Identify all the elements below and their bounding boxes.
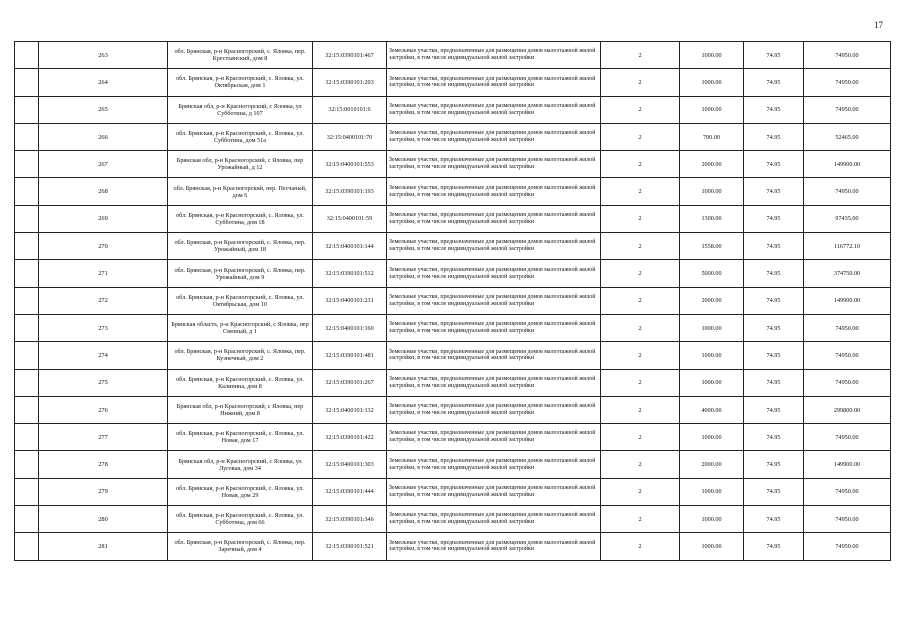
cadastral-value-cell: 116772.10: [804, 233, 891, 260]
cadastral-number-cell: 32:15:0400101:70: [313, 123, 387, 150]
group-cell: 2: [601, 424, 680, 451]
address-cell: обл. Брянская, р-н Красногорский, с. Яловка, ул. Октябрьская, дом 1: [168, 69, 313, 96]
purpose-cell: Земельные участки, предназначенные для размещения домов малоэтажной жилой застройки, в том числе индивидуальной жилой застройки: [387, 369, 601, 396]
group-cell: 2: [601, 478, 680, 505]
area-cell: 1000.00: [680, 533, 744, 560]
cadastral-value-cell: 74950.00: [804, 533, 891, 560]
row-number: 267: [39, 151, 168, 178]
rate-cell: 74.95: [744, 260, 804, 287]
cadastral-number-cell: 32:15:0390101:346: [313, 506, 387, 533]
cadastral-number-cell: 32:15:0390101:193: [313, 178, 387, 205]
group-cell: 2: [601, 205, 680, 232]
address-cell: обл. Брянская, р-н Красногорский, с. Яловка, пер. Заречный, дом 4: [168, 533, 313, 560]
table-row: [15, 369, 891, 396]
rate-cell: 74.95: [744, 533, 804, 560]
spacer-cell: [15, 260, 39, 287]
group-cell: 2: [601, 123, 680, 150]
cadastral-value-cell: 74950.00: [804, 506, 891, 533]
area-cell: 1000.00: [680, 314, 744, 341]
cadastral-number-cell: 32:15:0390101:521: [313, 533, 387, 560]
row-number: 271: [39, 260, 168, 287]
row-number: 277: [39, 424, 168, 451]
address-cell: обл. Брянская, р-н Красногорский, с. Яловка, ул. Субботина, дом 66: [168, 506, 313, 533]
spacer-cell: [15, 42, 39, 69]
cadastral-value-cell: 74950.00: [804, 69, 891, 96]
page-number: 17: [874, 20, 883, 30]
group-cell: 2: [601, 233, 680, 260]
purpose-cell: Земельные участки, предназначенные для размещения домов малоэтажной жилой застройки, в том числе индивидуальной жилой застройки: [387, 314, 601, 341]
row-number: 275: [39, 369, 168, 396]
spacer-cell: [15, 178, 39, 205]
rate-cell: 74.95: [744, 314, 804, 341]
purpose-cell: Земельные участки, предназначенные для размещения домов малоэтажной жилой застройки, в том числе индивидуальной жилой застройки: [387, 342, 601, 369]
purpose-cell: Земельные участки, предназначенные для размещения домов малоэтажной жилой застройки, в том числе индивидуальной жилой застройки: [387, 233, 601, 260]
cadastral-number-cell: 32:15:0400101:553: [313, 151, 387, 178]
cadastral-number-cell: 32:15:0390101:422: [313, 424, 387, 451]
row-number: 266: [39, 123, 168, 150]
group-cell: 2: [601, 96, 680, 123]
table-row: [15, 451, 891, 478]
purpose-cell: Земельные участки, предназначенные для размещения домов малоэтажной жилой застройки, в том числе индивидуальной жилой застройки: [387, 151, 601, 178]
spacer-cell: [15, 233, 39, 260]
row-number: 263: [39, 42, 168, 69]
table-row: [15, 69, 891, 96]
row-number: 278: [39, 451, 168, 478]
address-cell: обл. Брянская, р-н Красногорский, с. Яловка, пер. Кузнечный, дом 2: [168, 342, 313, 369]
area-cell: 1558.00: [680, 233, 744, 260]
spacer-cell: [15, 451, 39, 478]
cadastral-value-cell: 149900.00: [804, 287, 891, 314]
address-cell: Брянская область, р-н Красногорский, с Яловка, пер Связный, д 1: [168, 314, 313, 341]
purpose-cell: Земельные участки, предназначенные для размещения домов малоэтажной жилой застройки, в том числе индивидуальной жилой застройки: [387, 478, 601, 505]
group-cell: 2: [601, 451, 680, 478]
spacer-cell: [15, 69, 39, 96]
cadastral-number-cell: 32:15:0390101:267: [313, 369, 387, 396]
cadastral-value-cell: 299800.00: [804, 396, 891, 423]
row-number: 281: [39, 533, 168, 560]
spacer-cell: [15, 342, 39, 369]
group-cell: 2: [601, 151, 680, 178]
address-cell: обл. Брянская, р-н Красногорский, с. Яловка, пер. Урожайный, дом 18: [168, 233, 313, 260]
address-cell: Брянская обл, р-н Красногорский, с Яловка, ул Луговая, дом 34: [168, 451, 313, 478]
cadastral-number-cell: 32:15:0400101:160: [313, 314, 387, 341]
cadastral-value-cell: 52465.00: [804, 123, 891, 150]
cadastral-number-cell: 32:15:0400101:303: [313, 451, 387, 478]
cadastral-number-cell: 32:15:0390101:467: [313, 42, 387, 69]
spacer-cell: [15, 205, 39, 232]
rate-cell: 74.95: [744, 451, 804, 478]
row-number: 265: [39, 96, 168, 123]
rate-cell: 74.95: [744, 506, 804, 533]
table-row: [15, 233, 891, 260]
rate-cell: 74.95: [744, 205, 804, 232]
cadastral-value-cell: 74950.00: [804, 42, 891, 69]
cadastral-number-cell: 32:15:0390101:444: [313, 478, 387, 505]
table-row: [15, 396, 891, 423]
area-cell: 1000.00: [680, 424, 744, 451]
table-row: [15, 533, 891, 560]
group-cell: 2: [601, 533, 680, 560]
rate-cell: 74.95: [744, 478, 804, 505]
area-cell: 1000.00: [680, 178, 744, 205]
table-row: [15, 123, 891, 150]
row-number: 273: [39, 314, 168, 341]
table-row: [15, 178, 891, 205]
address-cell: обл. Брянская, р-н Красногорский, с. Яловка, ул. Калинина, дом 8: [168, 369, 313, 396]
group-cell: 2: [601, 42, 680, 69]
purpose-cell: Земельные участки, предназначенные для размещения домов малоэтажной жилой застройки, в том числе индивидуальной жилой застройки: [387, 69, 601, 96]
cadastral-number-cell: 32:15:0400101:231: [313, 287, 387, 314]
area-cell: 2000.00: [680, 151, 744, 178]
cadastral-value-cell: 74950.00: [804, 178, 891, 205]
row-number: 269: [39, 205, 168, 232]
spacer-cell: [15, 96, 39, 123]
group-cell: 2: [601, 369, 680, 396]
land-plot-table: [14, 41, 891, 561]
cadastral-value-cell: 374750.00: [804, 260, 891, 287]
group-cell: 2: [601, 69, 680, 96]
spacer-cell: [15, 533, 39, 560]
purpose-cell: Земельные участки, предназначенные для размещения домов малоэтажной жилой застройки, в том числе индивидуальной жилой застройки: [387, 287, 601, 314]
table-row: [15, 42, 891, 69]
cadastral-value-cell: 74950.00: [804, 342, 891, 369]
address-cell: обл. Брянская, р-н Красногорский, с. Яловка, ул. Октябрьская, дом 10: [168, 287, 313, 314]
cadastral-number-cell: 32:15:0390101:481: [313, 342, 387, 369]
table-row: [15, 424, 891, 451]
row-number: 268: [39, 178, 168, 205]
cadastral-number-cell: 32:15:0010101:6: [313, 96, 387, 123]
rate-cell: 74.95: [744, 69, 804, 96]
address-cell: обл. Брянская, р-н Красногорский, с. Яловка, ул. Субботина, дом 18: [168, 205, 313, 232]
cadastral-value-cell: 74950.00: [804, 424, 891, 451]
group-cell: 2: [601, 506, 680, 533]
table-row: [15, 96, 891, 123]
cadastral-value-cell: 149900.00: [804, 451, 891, 478]
cadastral-value-cell: 149900.00: [804, 151, 891, 178]
row-number: 274: [39, 342, 168, 369]
table-row: [15, 151, 891, 178]
address-cell: Брянская обл, р-н Красногорский, с Яловка, пер Урожайный, д 12: [168, 151, 313, 178]
area-cell: 1300.00: [680, 205, 744, 232]
purpose-cell: Земельные участки, предназначенные для размещения домов малоэтажной жилой застройки, в том числе индивидуальной жилой застройки: [387, 451, 601, 478]
rate-cell: 74.95: [744, 342, 804, 369]
address-cell: обл. Брянская, р-н Красногорский, с. Яловка, пер. Урожайный, дом 9: [168, 260, 313, 287]
row-number: 276: [39, 396, 168, 423]
purpose-cell: Земельные участки, предназначенные для размещения домов малоэтажной жилой застройки, в том числе индивидуальной жилой застройки: [387, 260, 601, 287]
row-number: 270: [39, 233, 168, 260]
spacer-cell: [15, 506, 39, 533]
cadastral-number-cell: 32:15:0400101:144: [313, 233, 387, 260]
purpose-cell: Земельные участки, предназначенные для размещения домов малоэтажной жилой застройки, в том числе индивидуальной жилой застройки: [387, 42, 601, 69]
cadastral-number-cell: 32:15:0400101:132: [313, 396, 387, 423]
area-cell: 1000.00: [680, 96, 744, 123]
area-cell: 1000.00: [680, 369, 744, 396]
table-row: [15, 205, 891, 232]
spacer-cell: [15, 123, 39, 150]
spacer-cell: [15, 369, 39, 396]
group-cell: 2: [601, 314, 680, 341]
purpose-cell: Земельные участки, предназначенные для размещения домов малоэтажной жилой застройки, в том числе индивидуальной жилой застройки: [387, 178, 601, 205]
rate-cell: 74.95: [744, 178, 804, 205]
table-row: [15, 287, 891, 314]
address-cell: Брянская обл, р-н Красногорский, с Яловка, ул Субботина, д 107: [168, 96, 313, 123]
table-row: [15, 342, 891, 369]
group-cell: 2: [601, 342, 680, 369]
spacer-cell: [15, 287, 39, 314]
area-cell: 1000.00: [680, 506, 744, 533]
purpose-cell: Земельные участки, предназначенные для размещения домов малоэтажной жилой застройки, в том числе индивидуальной жилой застройки: [387, 533, 601, 560]
table-row: [15, 314, 891, 341]
row-number: 264: [39, 69, 168, 96]
address-cell: обл. Брянская, р-н Красногорский, пер. Песчаный, дом 6: [168, 178, 313, 205]
group-cell: 2: [601, 178, 680, 205]
address-cell: Брянская обл, р-н Красногорский, с Яловка, пер Нижний, дом 8: [168, 396, 313, 423]
spacer-cell: [15, 314, 39, 341]
purpose-cell: Земельные участки, предназначенные для размещения домов малоэтажной жилой застройки, в том числе индивидуальной жилой застройки: [387, 396, 601, 423]
group-cell: 2: [601, 260, 680, 287]
cadastral-value-cell: 74950.00: [804, 314, 891, 341]
purpose-cell: Земельные участки, предназначенные для размещения домов малоэтажной жилой застройки, в том числе индивидуальной жилой застройки: [387, 424, 601, 451]
rate-cell: 74.95: [744, 96, 804, 123]
rate-cell: 74.95: [744, 424, 804, 451]
cadastral-value-cell: 74950.00: [804, 96, 891, 123]
area-cell: 1000.00: [680, 342, 744, 369]
spacer-cell: [15, 151, 39, 178]
cadastral-value-cell: 74950.00: [804, 478, 891, 505]
address-cell: обл. Брянская, р-н Красногорский, с. Яловка, пер. Крестьянский, дом 8: [168, 42, 313, 69]
rate-cell: 74.95: [744, 123, 804, 150]
area-cell: 1000.00: [680, 69, 744, 96]
spacer-cell: [15, 478, 39, 505]
row-number: 279: [39, 478, 168, 505]
table-row: [15, 506, 891, 533]
rate-cell: 74.95: [744, 42, 804, 69]
rate-cell: 74.95: [744, 396, 804, 423]
area-cell: 700.00: [680, 123, 744, 150]
cadastral-number-cell: 32:15:0390101:203: [313, 69, 387, 96]
area-cell: 1000.00: [680, 42, 744, 69]
rate-cell: 74.95: [744, 151, 804, 178]
area-cell: 2000.00: [680, 451, 744, 478]
spacer-cell: [15, 424, 39, 451]
cadastral-number-cell: 32:15:0390101:512: [313, 260, 387, 287]
spacer-cell: [15, 396, 39, 423]
row-number: 272: [39, 287, 168, 314]
row-number: 280: [39, 506, 168, 533]
cadastral-value-cell: 97435.00: [804, 205, 891, 232]
purpose-cell: Земельные участки, предназначенные для размещения домов малоэтажной жилой застройки, в том числе индивидуальной жилой застройки: [387, 205, 601, 232]
cadastral-number-cell: 32:15:0400101:59: [313, 205, 387, 232]
address-cell: обл. Брянская, р-н Красногорский, с. Яловка, ул. Новая, дом 29: [168, 478, 313, 505]
address-cell: обл. Брянская, р-н Красногорский, с. Яловка, ул. Новая, дом 17: [168, 424, 313, 451]
cadastral-value-cell: 74950.00: [804, 369, 891, 396]
area-cell: 5000.00: [680, 260, 744, 287]
area-cell: 4000.00: [680, 396, 744, 423]
purpose-cell: Земельные участки, предназначенные для размещения домов малоэтажной жилой застройки, в том числе индивидуальной жилой застройки: [387, 506, 601, 533]
purpose-cell: Земельные участки, предназначенные для размещения домов малоэтажной жилой застройки, в том числе индивидуальной жилой застройки: [387, 123, 601, 150]
group-cell: 2: [601, 287, 680, 314]
purpose-cell: Земельные участки, предназначенные для размещения домов малоэтажной жилой застройки, в том числе индивидуальной жилой застройки: [387, 96, 601, 123]
address-cell: обл. Брянская, р-н Красногорский, с. Яловка, ул. Субботина, дом 51а: [168, 123, 313, 150]
table-row: [15, 478, 891, 505]
area-cell: 2000.00: [680, 287, 744, 314]
rate-cell: 74.95: [744, 233, 804, 260]
rate-cell: 74.95: [744, 369, 804, 396]
table-row: [15, 260, 891, 287]
rate-cell: 74.95: [744, 287, 804, 314]
area-cell: 1000.00: [680, 478, 744, 505]
group-cell: 2: [601, 396, 680, 423]
